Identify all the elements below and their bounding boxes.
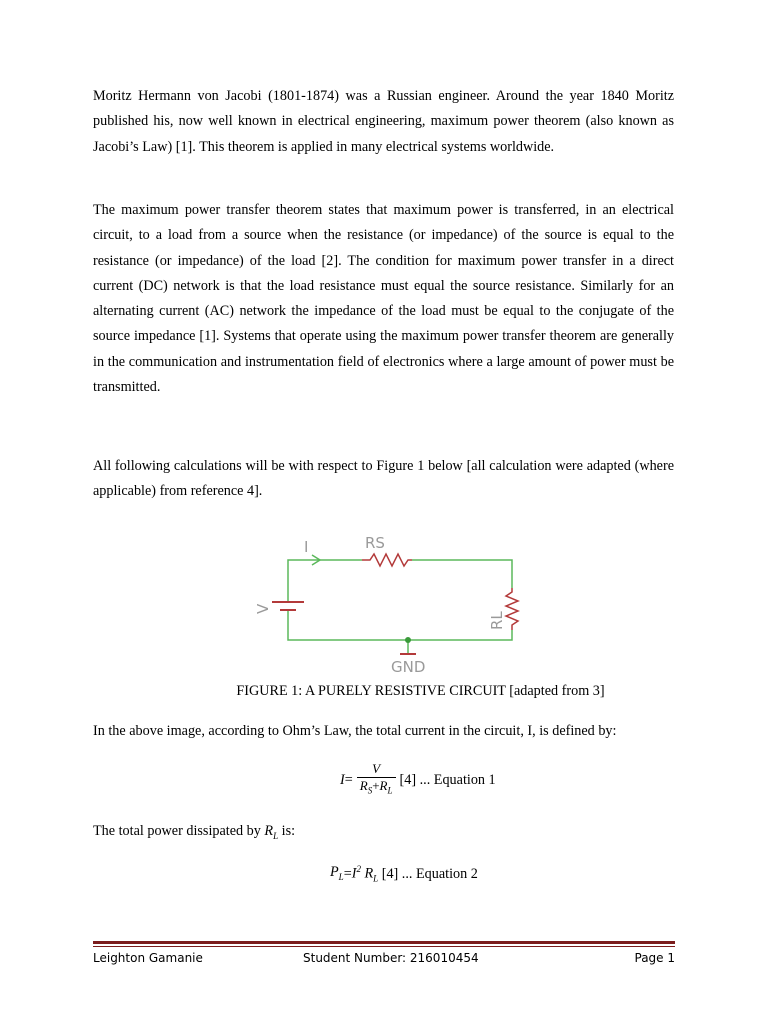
circuit-wires [288, 555, 512, 654]
wire-top-left [288, 560, 362, 602]
paragraph-intro: Moritz Hermann von Jacobi (1801-1874) was a Russian engineer. Around the year 1840 Moritz published his, now well known in electrical engineering, maximum power theorem (also known as Jacobi’s Law) [1]. This theorem is applied in many electrical systems worldwide. [93, 88, 674, 155]
eq1-suffix: [4] ... Equation 1 [399, 772, 496, 788]
eq1-lhs: I [340, 772, 345, 788]
paragraph-calculations: All following calculations will be with respect to Figure 1 below [all calculation were adapted (where applicable) from reference 4]. [93, 458, 674, 500]
battery-icon [272, 602, 304, 610]
power-dissipated-text: The total power dissipated by $R_L$ is: [93, 823, 296, 841]
wire-top-right [412, 560, 512, 588]
label-ground: GND [391, 658, 426, 676]
page-footer [93, 948, 675, 968]
circuit-figure [250, 530, 520, 680]
load-resistor-icon [506, 588, 518, 630]
eq2-rhs: $I^2$ $R_L$ [351, 864, 379, 884]
wire-bottom [288, 610, 512, 640]
label-current: I [304, 538, 309, 556]
eq1-equals: = [344, 772, 353, 788]
figure-caption: FIGURE 1: A PURELY RESISTIVE CIRCUIT [adapted from 3] [236, 683, 605, 699]
label-voltage: V [254, 603, 272, 614]
ohm-law-text: In the above image, according to Ohm’s Law, the total current in the circuit, I, is defined by: [93, 723, 617, 739]
label-load-resistor: RL [488, 611, 506, 630]
equation-2 [330, 862, 478, 886]
circuit-diagram [250, 530, 520, 680]
eq1-denominator: $R_S+R_L$ [357, 777, 396, 799]
source-resistor-icon [362, 554, 412, 566]
eq1-fraction [357, 761, 396, 799]
footer-author: Leighton Gamanie [93, 951, 203, 965]
power-variable: $R_L$ [264, 823, 279, 841]
eq2-equals: = [343, 866, 352, 882]
footer-page-number: Page 1 [634, 951, 675, 965]
eq2-suffix: [4] ... Equation 2 [381, 866, 478, 882]
footer-rule-thin [93, 946, 675, 947]
footer-rule [93, 941, 675, 944]
ground-node [405, 637, 411, 643]
eq1-numerator: V [372, 761, 381, 777]
paragraph-theorem: The maximum power transfer theorem states that maximum power is transferred, in an electrical circuit, to a load from a source when the resistance (or impedance) of the source is equal to the resistance (or impedance) of the load [2]. The condition for maximum power transfer in a direct current (DC) network is that the load resistance must equal the source resistance. Similarly for an alternating current (AC) network the impedance of the load must be equal to the conjugate of the source impedance [1]. Systems that operate using the maximum power transfer theorem are generally in the communication and instrumentation field of electronics where a large amount of power must be transmitted. [93, 202, 674, 396]
eq2-lhs: $P_L$ [330, 863, 344, 882]
label-source-resistor: RS [365, 534, 385, 552]
equation-1 [340, 760, 496, 800]
footer-student-number: Student Number: 216010454 [303, 951, 479, 965]
